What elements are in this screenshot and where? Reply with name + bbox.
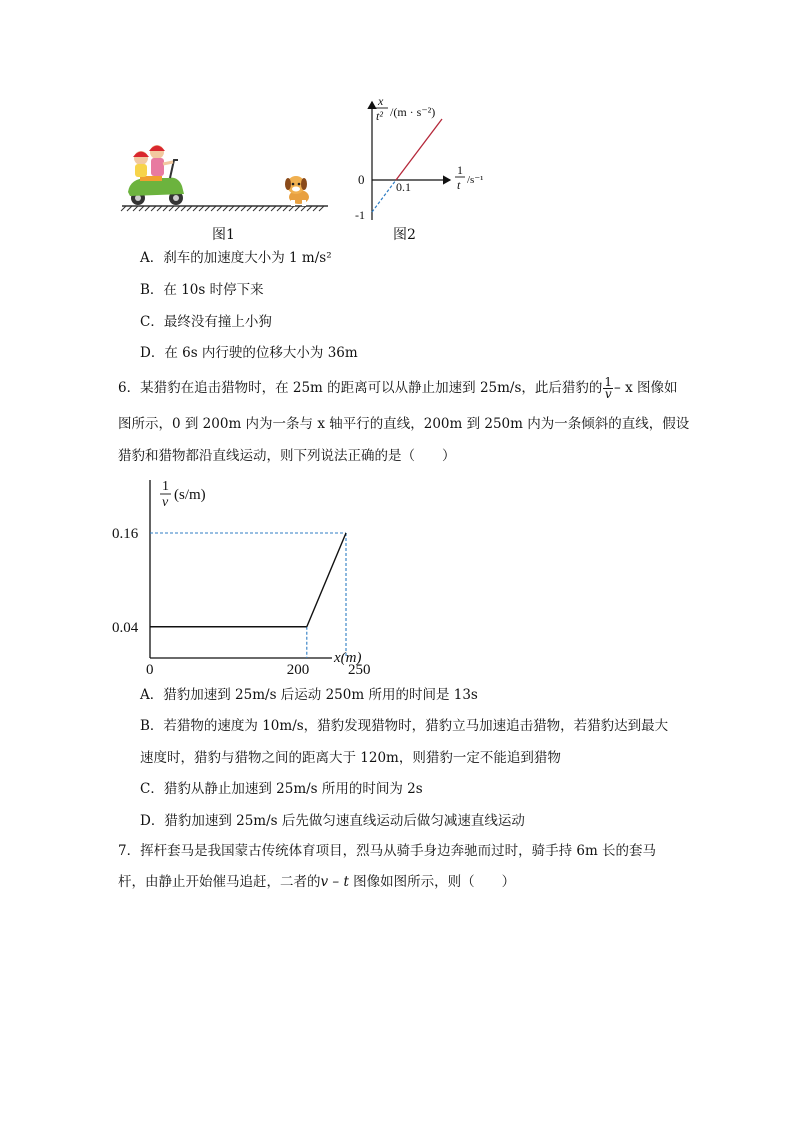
fig2-xlabel-num: 1 — [457, 163, 463, 177]
fig2-ylabel-num: x — [378, 94, 384, 108]
q6-data-segment — [307, 533, 346, 627]
q6-option-d: D．猎豹加速到 25m/s 后先做匀速直线运动后做匀减速直线运动 — [140, 813, 525, 829]
q6-x-tick-label: 250 — [348, 662, 371, 678]
scooter-scene-illustration — [118, 140, 338, 220]
fig2-xlabel-den: t — [457, 178, 461, 192]
q7-stem-line-1: 7．挥杆套马是我国蒙古传统体育项目，烈马从骑手身边奔驰而过时，骑手持 6m 长的套马 — [118, 843, 657, 859]
fig2-origin-label: 0 — [358, 172, 365, 187]
q6-y-tick-label: 0.04 — [112, 619, 139, 636]
rider-adult-icon — [149, 145, 173, 176]
q6-stem-line-2: 图所示，0 到 200m 内为一条与 x 轴平行的直线，200m 到 250m 内为一条倾斜的直线，假设 — [118, 416, 690, 432]
fig2-data-line — [396, 119, 442, 180]
figure-2-graph — [350, 92, 500, 227]
q6-chart-svg — [110, 470, 380, 680]
q6-inline-fraction: $\frac{1}{v}$ — [604, 375, 613, 401]
fig2-dashed-segment — [372, 180, 396, 212]
q6-stem-line-1: 6．某猎豹在追击猎物时，在 25m 的距离可以从静止加速到 25m/s，此后猎豹的 $\frac{1}{v}$ – x 图像如 — [118, 375, 678, 401]
fig2-x-tick: 0.1 — [396, 180, 411, 194]
q6-option-a: A．猎豹加速到 25m/s 后运动 250m 所用的时间是 13s — [140, 687, 478, 703]
figure-2-caption: 图2 — [393, 227, 416, 243]
q5-option-b: B．在 10s 时停下来 — [140, 282, 264, 298]
figure-1-caption: 图1 — [212, 227, 235, 243]
q6-ylabel-unit: (s/m) — [174, 487, 206, 503]
q6-y-tick-label: 0.16 — [112, 526, 139, 542]
q6-option-b-continued: 速度时，猎豹与猎物之间的距离大于 120m，则猎豹一定不能追到猎物 — [140, 750, 561, 766]
figure-2 — [350, 92, 500, 227]
fig2-y-tick: -1 — [355, 208, 365, 222]
q5-option-d: D．在 6s 内行驶的位移大小为 36m — [140, 345, 358, 361]
q6-ylabel-num: 1 — [162, 479, 169, 494]
puppy-icon — [285, 176, 309, 206]
fig2-xlabel-unit: /s⁻¹ — [467, 174, 484, 186]
q6-x-tick-label: 0 — [146, 662, 154, 678]
figure-1 — [118, 140, 338, 220]
q6-x-tick-label: 200 — [286, 662, 310, 678]
q6-chart — [110, 470, 380, 680]
fig2-ylabel-unit: /(m · s⁻²) — [390, 105, 436, 119]
q6-ylabel-den: v — [162, 495, 169, 510]
q6-xlabel: x(m) — [334, 650, 362, 666]
q6-option-c: C．猎豹从静止加速到 25m/s 所用的时间为 2s — [140, 781, 423, 797]
q5-option-a: A．刹车的加速度大小为 1 m/s² — [140, 250, 332, 266]
q6-option-b: B．若猎物的速度为 10m/s，猎豹发现猎物时，猎豹立马加速追击猎物，若猎豹达到最大 — [140, 718, 669, 734]
rider-child-icon — [133, 151, 149, 177]
q7-stem-line-2: 杆，由静止开始催马追赶，二者的v – t 图像如图所示，则（ ） — [118, 874, 516, 890]
fig2-ylabel-den: t² — [376, 109, 383, 123]
q6-stem-line-3: 猎豹和猎物都沿直线运动，则下列说法正确的是（ ） — [118, 448, 456, 464]
q5-option-c: C．最终没有撞上小狗 — [140, 314, 272, 330]
